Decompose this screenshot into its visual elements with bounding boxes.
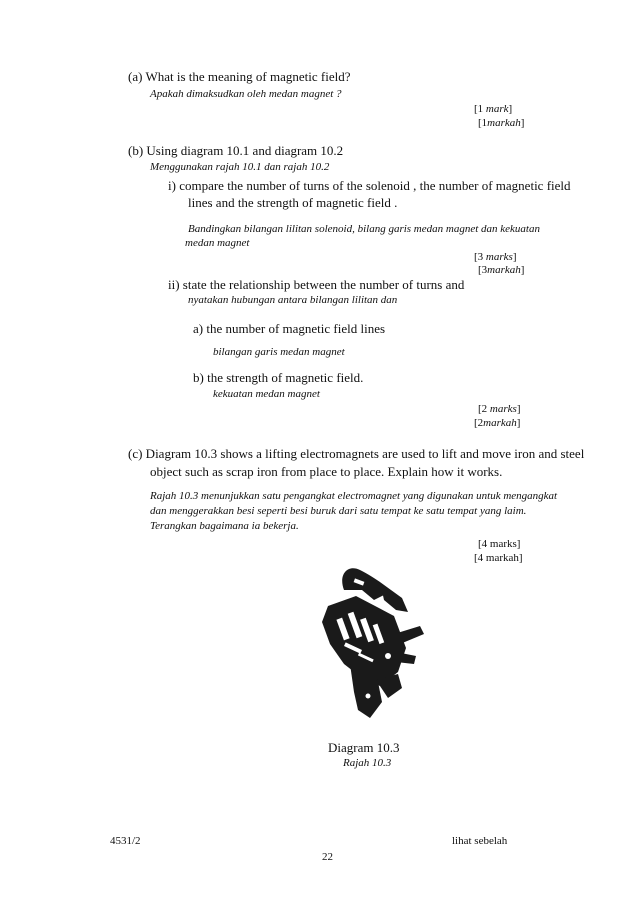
question-b-ii-b-text: b) the strength of magnetic field. <box>193 370 364 385</box>
question-b-malay: Menggunakan rajah 10.1 dan rajah 10.2 <box>150 161 330 173</box>
paper-code: 4531/2 <box>110 835 141 847</box>
question-a-malay: Apakah dimaksudkan oleh medan magnet ? <box>150 88 342 100</box>
question-b-i-text-2: lines and the strength of magnetic field . <box>188 195 398 210</box>
question-b-text: (b) Using diagram 10.1 and diagram 10.2 <box>128 143 344 158</box>
question-b-ii-text: ii) state the relationship between the number of turns and <box>168 277 465 292</box>
question-c-malay-1: Rajah 10.3 menunjukkan satu pengangkat electromagnet yang digunakan untuk mengangkat <box>150 490 558 502</box>
lifting-electromagnet-photo <box>298 560 428 720</box>
question-b-ii-a-malay: bilangan garis medan magnet <box>213 346 345 358</box>
question-b-i-markah: [3markah] <box>478 264 525 276</box>
question-c-malay-2: dan menggerakkan besi seperti besi buruk dari satu tempat ke satu tempat yang laim. <box>150 505 527 517</box>
diagram-caption: Diagram 10.3 <box>328 740 400 755</box>
question-b-ii-marks: [2 marks] <box>478 403 521 415</box>
question-b-i-marks: [3 marks] <box>474 251 517 263</box>
question-b-i-malay-2: medan magnet <box>185 237 250 249</box>
question-b-ii-markah: [2markah] <box>474 417 521 429</box>
question-b-ii-a-text: a) the number of magnetic field lines <box>193 321 386 336</box>
question-b-ii-b-malay: kekuatan medan magnet <box>213 388 320 400</box>
page-number: 22 <box>322 851 333 863</box>
question-c-text-2: object such as scrap iron from place to place. Explain how it works. <box>150 464 503 479</box>
question-b-ii-malay: nyatakan hubungan antara bilangan lilitan dan <box>188 294 398 306</box>
question-a-markah: [1markah] <box>478 117 525 129</box>
question-c-text-1: (c) Diagram 10.3 shows a lifting electromagnets are used to lift and move iron and steel <box>128 446 585 461</box>
question-a-marks: [1 mark] <box>474 103 513 115</box>
question-b-i-malay-1: Bandingkan bilangan lilitan solenoid, bilang garis medan magnet dan kekuatan <box>188 223 540 235</box>
diagram-caption-malay: Rajah 10.3 <box>343 757 392 769</box>
next-page-note: lihat sebelah <box>452 835 508 847</box>
question-b-i-text-1: i) compare the number of turns of the solenoid , the number of magnetic field <box>168 178 571 193</box>
question-c-markah: [4 markah] <box>474 552 523 564</box>
question-c-malay-3: Terangkan bagaimana ia bekerja. <box>150 520 299 532</box>
question-c-marks: [4 marks] <box>478 538 521 550</box>
question-a-text: (a) What is the meaning of magnetic field? <box>128 69 351 84</box>
